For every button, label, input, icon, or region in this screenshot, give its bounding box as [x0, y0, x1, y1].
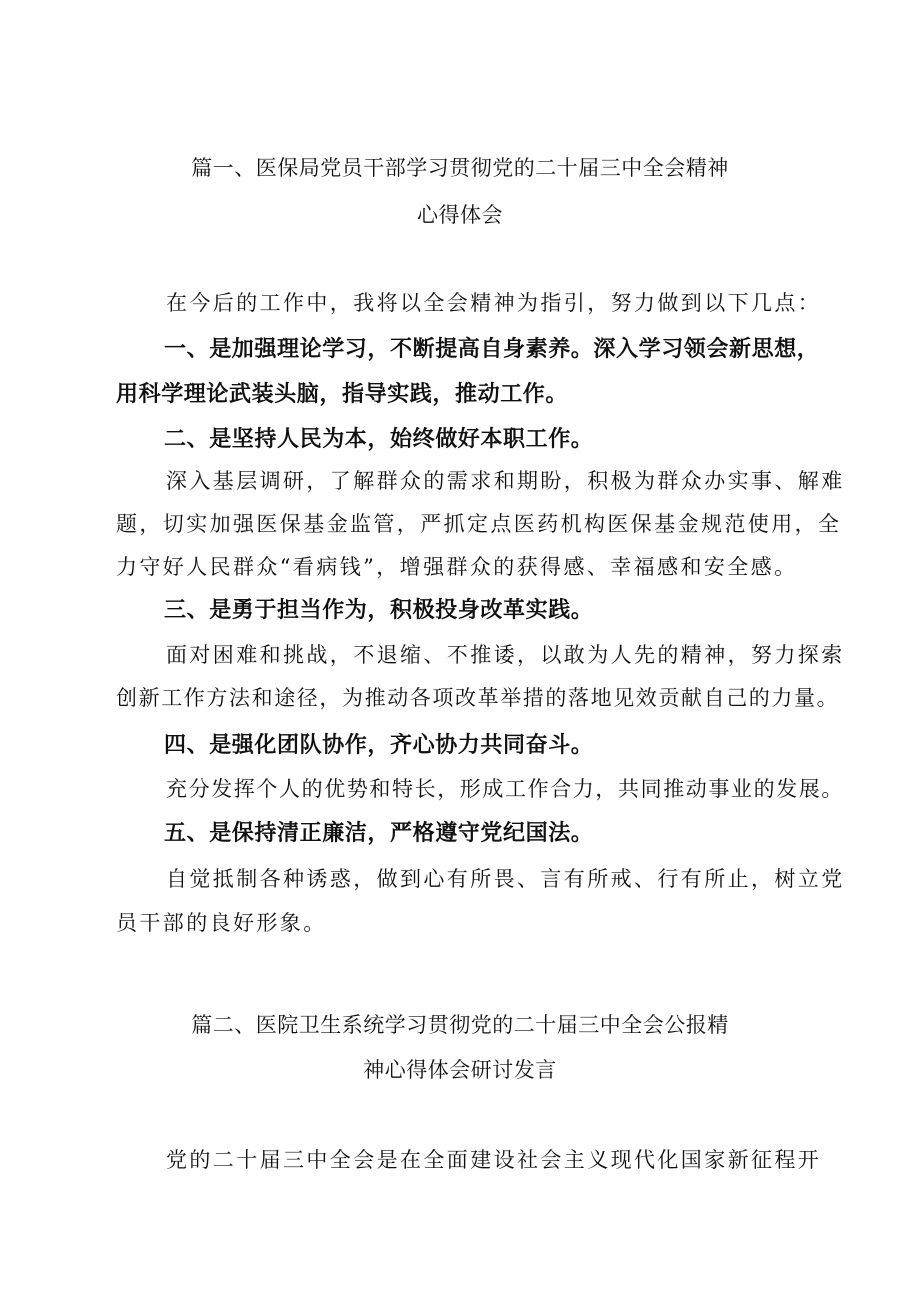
article1-title-line2: 心得体会 [417, 203, 503, 227]
point3-body-line1: 面对困难和挑战，不退缩、不推诿，以敢为人先的精神，努力探索 [166, 643, 845, 667]
point3-body-line2: 创新工作方法和途径，为推动各项改革举措的落地见效贡献自己的力量。 [116, 686, 840, 710]
point4-heading: 四、是强化团队协作，齐心协力共同奋斗。 [164, 733, 594, 758]
point3-heading: 三、是勇于担当作为，积极投身改革实践。 [164, 598, 594, 623]
point2-heading: 二、是坚持人民为本，始终做好本职工作。 [164, 427, 594, 452]
point5-heading: 五、是保持清正廉洁，严格遵守党纪国法。 [164, 821, 594, 846]
article1-intro: 在今后的工作中，我将以全会精神为指引，努力做到以下几点： [166, 291, 822, 315]
point4-body-line1: 充分发挥个人的优势和特长，形成工作合力，共同推动事业的发展。 [166, 777, 844, 801]
point2-body-line1: 深入基层调研，了解群众的需求和期盼，积极为群众办实事、解难 [166, 469, 845, 493]
point1-heading-line2: 用科学理论武装头脑，指导实践，推动工作。 [116, 382, 569, 407]
point5-body-line1: 自觉抵制各种诱惑，做到心有所畏、言有所戒、行有所止，树立党 [166, 867, 845, 891]
article1-title-line1: 篇一、医保局党员干部学习贯彻党的二十届三中全会精神 [191, 156, 729, 180]
article2-title-line1: 篇二、医院卫生系统学习贯彻党的二十届三中全会公报精 [191, 1013, 729, 1037]
point2-body-line2: 题，切实加强医保基金监管，严抓定点医药机构医保基金规范使用，全 [116, 512, 842, 536]
point1-heading-line1: 一、是加强理论学习，不断提高自身素养。深入学习领会新思想， [164, 337, 820, 362]
article2-title-line2: 神心得体会研讨发言 [363, 1058, 557, 1082]
point2-body-line3: 力守好人民群众“看病钱”，增强群众的获得感、幸福感和安全感。 [116, 555, 798, 579]
point5-body-line2: 员干部的良好形象。 [116, 911, 327, 935]
article2-intro-line1: 党的二十届三中全会是在全面建设社会主义现代化国家新征程开 [166, 1148, 822, 1172]
